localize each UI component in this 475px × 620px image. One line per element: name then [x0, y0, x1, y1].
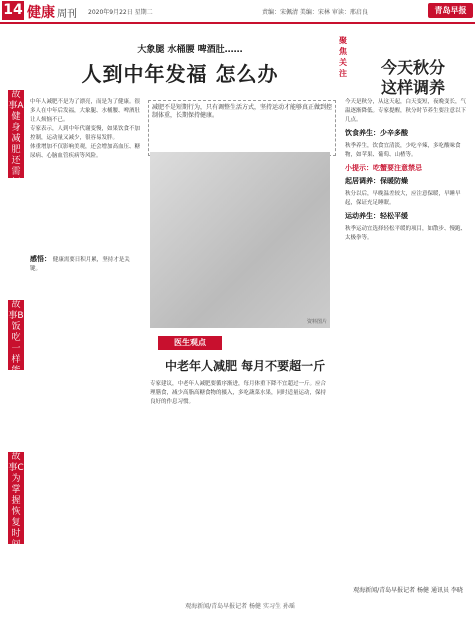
doctor-view-banner: 医生观点: [158, 336, 222, 350]
main-headline: 人到中年发福 怎么办: [81, 62, 279, 86]
right-vertical-tag: 聚焦关注: [339, 36, 347, 78]
intro-box: 减肥不是短期行为，只有调整生活方式，坚持运动才能够真正做到控制体重，长期保持健康。: [148, 100, 336, 156]
section-title: [27, 2, 77, 22]
right-title-line-1: 今天秋分: [380, 58, 445, 77]
page-number: 14: [3, 2, 23, 18]
right-section-diet: 饮食养生：少辛多酸: [345, 129, 408, 137]
right-tip-crab: 小提示：吃蟹要注意禁忌: [345, 164, 422, 172]
right-section-sport-text: 秋季运动宜选择轻松平缓的项目，如散步、慢跑、太极拳等。: [345, 226, 467, 241]
photo-caption: 资料图片: [306, 319, 327, 325]
editors-line: 责编：宋佩清 美编：宋林 审读：邢启良: [262, 9, 368, 16]
right-footer: 观海新闻/青岛早报记者 杨健 通讯员 李晓: [353, 587, 463, 594]
doctor-view-body: 专家建议，中老年人减肥要循序渐进，每月体重下降不宜超过一斤。应合理膳食，减少高脂高糖食物的摄入，多吃蔬菜水果，同时适量运动，保持良好的作息习惯。: [150, 381, 327, 405]
story-b-body: [30, 305, 140, 445]
story-c-body: [30, 455, 140, 615]
right-title-line-2: 这样调养: [380, 78, 445, 97]
section-suffix: 周刊: [57, 9, 77, 20]
issue-date: 2020年9月22日 星期二: [88, 9, 153, 16]
doctor-view-headline: 中老年人减肥 每月不要超一斤: [165, 359, 326, 373]
right-intro: 今天是秋分，从这天起，白天变短，夜晚变长，气温逐渐降低。专家提醒，秋分时节养生要注意以下几点。: [345, 99, 467, 123]
paragraph: 专家表示，人到中年代谢变慢，如果饮食不加控制，运动量又减少，很容易发胖。: [30, 126, 140, 141]
headline-kicker: 大象腿 水桶腰 啤酒肚……: [137, 45, 243, 55]
story-tag-b: 故事B 饭吃一样能减肥: [8, 300, 24, 398]
newspaper-logo: 青岛早报: [428, 3, 473, 18]
section-name: 健康: [27, 5, 55, 21]
feature-photo: [150, 152, 330, 328]
story-a-body: [30, 98, 140, 198]
right-section-rest: 起居调养：保暖防燥: [345, 177, 408, 185]
paragraph: 体重增加不仅影响美观，还会增加高血压、糖尿病、心脑血管疾病等风险。: [30, 144, 140, 159]
doctor-view-byline: 观海新闻/青岛早报记者 杨健 实习生 孙瑶: [185, 603, 295, 610]
right-section-sport: 运动养生：轻松平缓: [345, 212, 408, 220]
story-tag-c: 故事C 为掌握恢复时间: [8, 452, 24, 550]
right-section-diet-text: 秋季养生，饮食宜清淡，少吃辛辣，多吃酸味食物，如苹果、葡萄、山楂等。: [345, 143, 461, 158]
feeling-text: 健康需要日积月累，坚持才是关键。: [30, 257, 130, 272]
right-title: [358, 58, 468, 98]
story-tag-a: 故事A 健身减肥还需恒心: [8, 90, 24, 199]
right-body: [345, 98, 471, 243]
paragraph: 中年人减肥不是为了漂亮，而是为了健康。很多人在中年后发福，大象腿、水桶腰、啤酒肚让人烦恼不已。: [30, 99, 140, 123]
feeling-label: 感悟：: [30, 255, 51, 263]
story-a-feeling: [30, 255, 140, 295]
right-section-rest-text: 秋分以后，早晚温差较大，应注意保暖，早睡早起，保证充足睡眠。: [345, 191, 461, 206]
